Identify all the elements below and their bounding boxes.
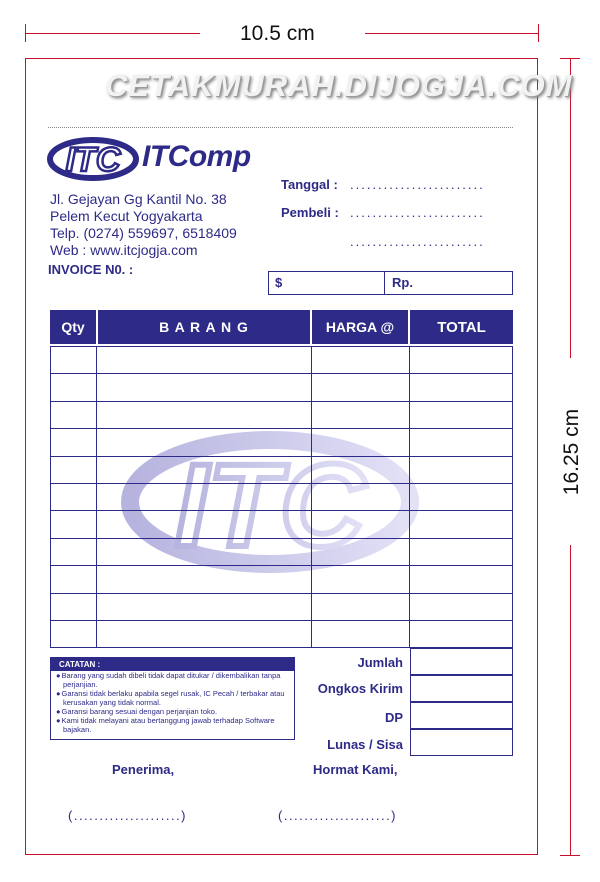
dollar-label: $ <box>275 275 283 290</box>
itc-logo-icon <box>47 135 139 183</box>
jumlah-field[interactable] <box>410 648 513 675</box>
lunas-sisa-field[interactable] <box>410 729 513 756</box>
note-item: ● Garansi barang sesuai dengan perjanjian toko. <box>54 707 291 716</box>
row-line-5 <box>50 483 513 484</box>
row-line-1 <box>50 373 513 374</box>
jumlah-label: Jumlah <box>357 655 403 670</box>
header-qty: Qty <box>50 310 96 344</box>
pembeli-field-line-2[interactable]: ........................ <box>350 234 485 249</box>
lunas-sisa-label: Lunas / Sisa <box>327 737 403 752</box>
address-line-1: Jl. Gejayan Gg Kantil No. 38 <box>50 191 227 207</box>
row-line-6 <box>50 510 513 511</box>
width-dimension-line-left <box>25 33 200 34</box>
width-dimension-label: 10.5 cm <box>240 22 315 45</box>
items-table <box>50 346 513 648</box>
rupiah-label: Rp. <box>392 275 413 290</box>
penerima-signature-line[interactable]: (.....................) <box>68 808 188 823</box>
currency-divider <box>384 272 385 294</box>
tanggal-field[interactable]: ........................ <box>350 177 485 192</box>
ongkos-kirim-field[interactable] <box>410 675 513 702</box>
ongkos-kirim-label: Ongkos Kirim <box>317 681 403 696</box>
currency-box <box>268 271 513 295</box>
svg-text:ITC: ITC <box>65 141 121 179</box>
width-dimension-right-tick <box>538 24 539 42</box>
penerima-label: Penerima, <box>112 762 175 777</box>
invoice-number-label: INVOICE N0. : <box>48 262 134 277</box>
row-line-7 <box>50 538 513 539</box>
header-barang: B A R A N G <box>98 310 310 344</box>
hormat-kami-label: Hormat Kami, <box>313 762 398 777</box>
address-line-2: Pelem Kecut Yogyakarta <box>50 208 203 224</box>
note-item: ● Kami tidak melayani atau bertanggung jawab terhadap Software bajakan. <box>54 716 291 734</box>
note-item: ● Barang yang sudah dibeli tidak dapat ditukar / dikembalikan tanpa perjanjian. <box>54 671 291 689</box>
pembeli-field[interactable]: ........................ <box>350 205 485 220</box>
col-line-left <box>50 346 51 648</box>
row-line-10 <box>50 620 513 621</box>
note-item: ● Garansi tidak berlaku apabila segel rusak, IC Pecah / terbakar atau kerusakan yang tidak normal. <box>54 689 291 707</box>
watermark-text: CETAKMURAH.DIJOGJA.COM <box>105 68 573 103</box>
notes-title: CATATAN : <box>51 658 294 671</box>
pembeli-label: Pembeli : <box>281 205 339 220</box>
header-harga: HARGA @ <box>312 310 408 344</box>
row-line-4 <box>50 456 513 457</box>
company-name: ITComp <box>142 140 251 173</box>
row-line-0 <box>50 346 513 347</box>
width-dimension-line-right <box>365 33 538 34</box>
tanggal-label: Tanggal : <box>281 177 338 192</box>
dp-label: DP <box>384 710 403 725</box>
address-line-4: Web : www.itcjogja.com <box>50 242 198 258</box>
col-line-harga <box>409 346 410 648</box>
row-line-8 <box>50 565 513 566</box>
svg-text:ITC: ITC <box>174 440 366 572</box>
header-total: TOTAL <box>410 310 513 344</box>
row-line-2 <box>50 401 513 402</box>
col-line-right <box>512 346 513 648</box>
height-dimension-bottom-tick <box>560 855 580 856</box>
dotted-separator <box>48 127 513 128</box>
col-line-qty <box>96 346 97 648</box>
row-line-9 <box>50 593 513 594</box>
col-line-barang <box>311 346 312 648</box>
address-line-3: Telp. (0274) 559697, 6518409 <box>50 225 237 241</box>
height-dimension-line-bottom <box>570 545 571 855</box>
hormat-kami-signature-line[interactable]: (.....................) <box>278 808 398 823</box>
height-dimension-label: 16.25 cm <box>560 408 583 496</box>
dp-field[interactable] <box>410 702 513 729</box>
row-line-3 <box>50 428 513 429</box>
